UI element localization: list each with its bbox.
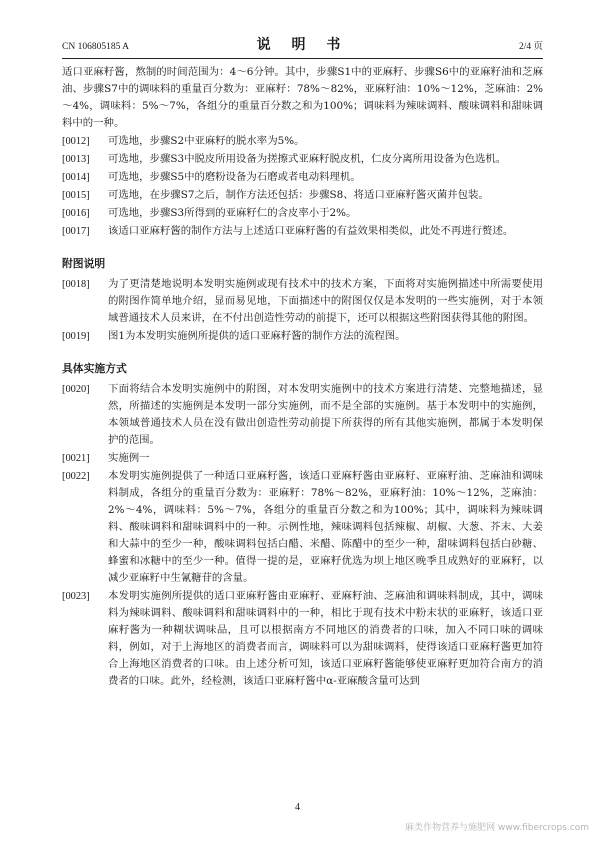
numbered-paragraph xyxy=(62,328,543,345)
patent-number: CN 106805185 A xyxy=(62,42,130,52)
numbered-paragraph xyxy=(62,468,543,587)
page-indicator: 2/4 页 xyxy=(518,42,543,52)
numbered-paragraph xyxy=(62,223,543,240)
paragraph-text: 可选地，步骤S3所得到的亚麻籽仁的含皮率小于2%。 xyxy=(108,207,357,219)
watermark: 麻类作物营养与施肥网 www.fibercrops.com xyxy=(405,823,589,833)
numbered-paragraph xyxy=(62,205,543,222)
page-header xyxy=(62,32,543,59)
paragraph-group-figures xyxy=(62,276,543,345)
paragraph-text: 可选地，在步骤S7之后，制作方法还包括：步骤S8、将适口亚麻籽酱灭菌并包装。 xyxy=(108,189,489,201)
numbered-paragraph xyxy=(62,187,543,204)
numbered-paragraph xyxy=(62,151,543,168)
document-title: 说 明 书 xyxy=(256,37,349,53)
numbered-paragraph xyxy=(62,588,543,690)
paragraph-text: 本发明实施例所提供的适口亚麻籽酱由亚麻籽、亚麻籽油、芝麻油和调味料制成，其中，调味料为辣味调料、酸味调料和甜味调料中的一种，相比于现有技术中粉末状的亚麻籽，该适口亚麻籽酱为一种糊状调味品，且可以根据南方不同地区的消费者的口味，加入不同口味的调味料，例如，对于上海地区的消费者而言，调味料可以为甜味调料，使得该适口亚麻籽酱更加符合上海地区消费者的口味。由上述分析可知，该适口亚麻籽酱能够使亚麻籽更加符合南方的消费者的口味。此外，经检测，该适口亚麻籽酱中α-亚麻酸含量可达到 xyxy=(108,590,543,687)
paragraph-text: 可选地，步骤S3中脱皮所用设备为搓擦式亚麻籽脱皮机，仁皮分离所用设备为色选机。 xyxy=(108,153,507,165)
paragraph-text: 可选地，步骤S5中的磨粉设备为石磨或者电动料理机。 xyxy=(108,171,361,183)
paragraph-number: [0020] xyxy=(62,384,90,395)
paragraph-group-options xyxy=(62,133,543,240)
section-heading-embodiments: 具体实施方式 xyxy=(62,362,127,375)
paragraph-text: 实施例一 xyxy=(108,452,150,464)
paragraph-number: [0017] xyxy=(62,226,90,237)
numbered-paragraph xyxy=(62,276,543,327)
paragraph-number: [0015] xyxy=(62,190,90,201)
page-number: 4 xyxy=(295,802,300,813)
lead-paragraph: 适口亚麻籽酱，熬制的时间范围为：4～6分钟。其中，步骤S1中的亚麻籽、步骤S6中的亚麻籽油和芝麻油、步骤S7中的调味料的重量百分数为：亚麻籽：78%～82%，亚麻籽油：10%～12%，芝麻油：2%～4%，调味料：5%～7%，各组分的重量百分数之和为100%；调味料为辣味调料、酸味调料和甜味调料中的一种。 xyxy=(62,66,543,129)
paragraph-text: 为了更清楚地说明本发明实施例或现有技术中的技术方案，下面将对实施例描述中所需要使用的附图作简单地介绍，显而易见地，下面描述中的附图仅仅是本发明的一些实施例，对于本领域普通技术人员来讲，在不付出创造性劳动的前提下，还可以根据这些附图获得其他的附图。 xyxy=(108,278,543,324)
numbered-paragraph xyxy=(62,133,543,150)
paragraph-number: [0013] xyxy=(62,154,90,165)
numbered-paragraph xyxy=(62,381,543,449)
paragraph-number: [0021] xyxy=(62,453,90,464)
paragraph-number: [0019] xyxy=(62,331,90,342)
numbered-paragraph xyxy=(62,169,543,186)
section-heading-figures: 附图说明 xyxy=(62,257,106,270)
paragraph-text: 图1为本发明实施例所提供的适口亚麻籽酱的制作方法的流程图。 xyxy=(108,330,406,342)
paragraph-number: [0023] xyxy=(62,591,90,602)
paragraph-group-embodiments xyxy=(62,381,543,690)
document-body xyxy=(62,64,543,691)
paragraph-number: [0018] xyxy=(62,279,90,290)
paragraph-text: 本发明实施例提供了一种适口亚麻籽酱，该适口亚麻籽酱由亚麻籽、亚麻籽油、芝麻油和调味料制成，各组分的重量百分数为：亚麻籽：78%～82%，亚麻籽油：10%～12%，芝麻油：2%～4%，调味料：5%～7%，各组分的重量百分数之和为100%；其中，调味料为辣味调料、酸味调料和甜味调料中的一种。示例性地，辣味调料包括辣椒、胡椒、大葱、芥末、大姜和大蒜中的至少一种，酸味调料包括白醋、米醋、陈醋中的至少一种，甜味调料包括白砂糖、蜂蜜和冰糖中的至少一种。值得一提的是，亚麻籽优选为坝上地区晚季且成熟好的亚麻籽，以减少亚麻籽中生氰糖苷的含量。 xyxy=(108,470,543,584)
paragraph-number: [0012] xyxy=(62,136,90,147)
numbered-paragraph xyxy=(62,450,543,467)
paragraph-number: [0016] xyxy=(62,208,90,219)
paragraph-number: [0022] xyxy=(62,471,90,482)
paragraph-number: [0014] xyxy=(62,172,90,183)
paragraph-text: 下面将结合本发明实施例中的附图，对本发明实施例中的技术方案进行清楚、完整地描述，显然，所描述的实施例是本发明一部分实施例，而不是全部的实施例。基于本发明中的实施例，本领域普通技术人员在没有做出创造性劳动前提下所获得的所有其他实施例，都属于本发明保护的范围。 xyxy=(108,383,543,446)
paragraph-text: 可选地，步骤S2中亚麻籽的脱水率为5%。 xyxy=(108,135,305,147)
paragraph-text: 该适口亚麻籽酱的制作方法与上述适口亚麻籽酱的有益效果相类似，此处不再进行赘述。 xyxy=(108,225,514,237)
